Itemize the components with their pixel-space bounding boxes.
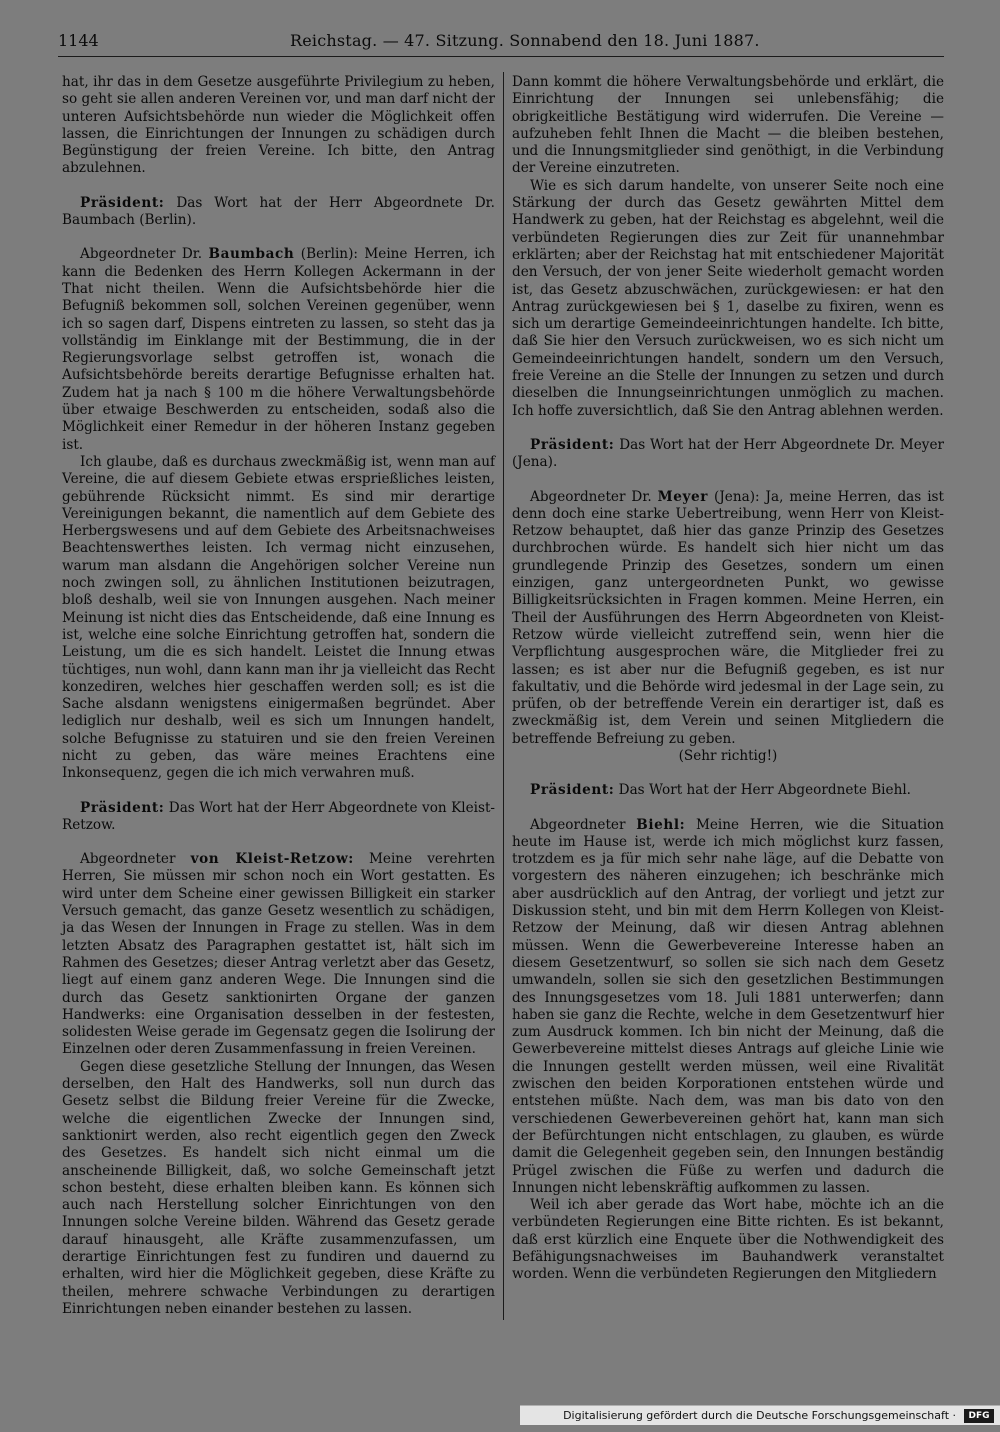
continued-paragraph: Dann kommt die höhere Verwaltungsbehörde und erklärt, die Einrichtung der Innungen sei unlebensfähig; die obrigkeitliche Bestätigung wird widerrufen. Die Vereine — aufzuheben fehlt Ihnen die Macht — die bleiben bestehen, und die Innungsmitglieder sind genöthigt, in die Verbindung der Vereine einzutreten. (512, 74, 944, 177)
speaker-name: Präsident: (530, 782, 615, 799)
page-number: 1144 (58, 31, 99, 50)
paragraph-gap (62, 178, 495, 195)
speaker-prefix: Abgeordneter (530, 816, 626, 833)
speech-paragraph (512, 782, 944, 799)
paragraph-gap (512, 765, 944, 782)
speaker-prefix: Abgeordneter Dr. (80, 246, 203, 263)
speech-paragraph (62, 195, 495, 230)
paragraph-gap (62, 229, 495, 246)
right-column (512, 74, 944, 1284)
speaker-name: Baumbach (208, 246, 295, 263)
speech-text: Meine Herren, wie die Situation heute im Hause ist, werde ich mich möglichst kurz fassen, trotzdem es ja für mich sehr nahe läge, auf die Debatte von vorgestern des näheren einzugehen; ich beschränke mich aber ausdrücklich auf den Antrag, der vorliegt und jetzt zur Diskussion steht, und bin mit dem Herrn Kollegen von Kleist-Retzow der Meinung, daß wir diesen Antrag ablehnen müssen. Wenn die Gewerbevereine Interesse haben an diesem Gesetzentwurf, so sollen sie sich nach dem Gesetz umwandeln, sollen sie sich den gesetzlichen Bestimmungen des Innungsgesetzes vom 18. Juli 1881 unterwerfen; dann haben sie ganz die Rechte, welche in dem Gesetzentwurf hier zum Ausdruck kommen. Ich bin nicht der Meinung, daß die Gewerbevereine mittelst dieses Antrags auf gleiche Linie wie die Innungen gestellt werden müssen, weil eine Rivalität zwischen den beiden Korporationen entstehen würde und entstehen müßte. Nach dem, was man bis dato von den verschiedenen Gewerbevereinen gehört hat, kann man sich der Befürchtungen nicht entschlagen, zu glauben, es würde damit die Gelegenheit gegeben sein, den Innungen beständig Prügel zwischen die Füße zu werfen und dadurch die Innungen nicht lebenskräftig aufkommen zu lassen. (512, 816, 944, 1196)
paragraph-gap (512, 800, 944, 817)
header-rule (58, 56, 944, 57)
speech-text: (Jena): Ja, meine Herren, das ist denn doch eine starke Uebertreibung, wenn Herr von Kleist-Retzow behauptet, daß hier das ganze Prinzip des Gesetzes durchbrochen würde. Es handelt sich hier nicht um das grundlegende Prinzip des Gesetzes, sondern um einen einzigen, ganz untergeordneten Punkt, wo gewisse Billigkeitsrücksichten in Fragen kommen. Meine Herren, ein Theil der Ausführungen des Herrn Abgeordneten von Kleist-Retzow würde vielleicht zutreffend sein, wenn hier die Verpflichtung ausgesprochen wäre, die Mitglieder frei zu lassen; es ist aber nur die Befugniß gegeben, es ist nur fakultativ, und die Behörde wird jedesmal in der Lage sein, zu prüfen, ob der betreffende Verein ein derartiger ist, daß es zweckmäßig ist, dem Verein und seinen Mitgliedern die betreffende Befreiung zu geben. (512, 488, 944, 747)
speaker-name: Präsident: (530, 436, 615, 453)
speech-text: Meine verehrten Herren, Sie müssen mir schon noch ein Wort gestatten. Es wird unter dem Scheine einer gewissen Billigkeit ein starker Versuch gemacht, das ganze Gesetz wesentlich zu schädigen, ja das Wesen der Innungen in Frage zu stellen. Was in dem letzten Absatz des Paragraphen gestattet ist, hält sich im Rahmen des Gesetzes; dieser Antrag verletzt aber das Gesetz, liegt auf einem ganz anderen Wege. Die Innungen sind die durch das Gesetz sanktionirten Organe der ganzen Handwerks: eine Organisation desselben in der festesten, solidesten Weise gerade im Gegensatz gegen die Isolirung der Einzelnen oder deren Zusammenfassung in freien Vereinen. (62, 851, 496, 1058)
speech-paragraph (62, 851, 495, 1059)
speaker-name: Biehl: (636, 816, 686, 833)
interjection: (Sehr richtig!) (678, 747, 778, 764)
paragraph: Ich glaube, daß es durchaus zweckmäßig ist, wenn man auf Vereine, die auf diesem Gebiete etwas ersprießliches leisten, gebührende Rücksicht nimmt. Es sind mir derartige Vereinigungen bekannt, die namentlich auf dem Gebiete des Herbergswesens und auf dem Gebiete des Arbeitsnachweises Beachtenswerthes leisten. Ich vermag nicht einzusehen, warum man alsdann die Angehörigen solcher Vereine nun noch zwingen soll, zu ähnlichen Institutionen beizutragen, bloß deshalb, weil sie von Innungen ausgehen. Nach meiner Meinung ist nicht dies das Entscheidende, daß eine Innung es ist, welche eine solche Einrichtung getroffen hat, sondern die Leistung, um die es sich handelt. Leistet die Innung etwas tüchtiges, nun wohl, dann kann man ihr ja vielleicht das Recht konzediren, welches hier geschaffen werden soll; es ist die Sache alsdann wenigstens einigermaßen begründet. Aber lediglich nur deshalb, weil es sich um Innungen handelt, solche Befugnisse zu statuiren und sie den freien Vereinen nicht zu geben, das wäre meines Erachtens eine Inkonsequenz, gegen die ich mich verwahren muß. (62, 453, 495, 782)
column-divider (503, 72, 504, 1320)
paragraph: Weil ich aber gerade das Wort habe, möchte ich an die verbündeten Regierungen eine Bitte richten. Es ist bekannt, daß erst kürzlich eine Enquete über die Nothwendigkeit des Befähigungsnachweises im Bauhandwerk veranstaltet worden. Wenn die verbündeten Regierungen den Mitgliedern (512, 1197, 944, 1283)
paragraph-gap (512, 420, 944, 437)
speech-text: Das Wort hat der Herr Abgeordnete Biehl. (618, 782, 911, 799)
paragraph-gap (62, 783, 495, 800)
running-header (58, 28, 938, 54)
speech-paragraph (62, 246, 495, 454)
left-column (62, 74, 495, 1318)
footer-text: Digitalisierung gefördert durch die Deutsche Forschungsgemeinschaft · (563, 1409, 956, 1422)
speaker-name: von Kleist-Retzow: (190, 851, 354, 868)
digitization-footer (520, 1405, 1000, 1425)
speaker-prefix: Abgeordneter (80, 851, 176, 868)
speech-paragraph (62, 800, 495, 835)
continued-paragraph: hat, ihr das in dem Gesetze ausgeführte Privilegium zu heben, so geht sie allen anderen Vereinen vor, und man darf nicht der unteren Aufsichtsbehörde nun wieder die Möglichkeit offen lassen, die Einrichtungen der Innungen zu schädigen durch Begünstigung der freien Vereine. Ich bitte, den Antrag abzulehnen. (62, 74, 495, 177)
speaker-name: Präsident: (80, 799, 165, 816)
speaker-prefix: Abgeordneter Dr. (530, 488, 652, 505)
speech-text: Das Wort hat der Herr Abgeordnete von Kleist-Retzow. (62, 799, 496, 833)
paragraph: Gegen diese gesetzliche Stellung der Innungen, das Wesen derselben, den Halt des Handwerks, soll nun durch das Gesetz selbst die Bildung freier Vereine für die Zwecke, welche die eigentlichen Zwecke der Innungen sind, sanktionirt werden, also recht eigentlich gegen den Zweck des Gesetzes. Es handelt sich nicht einmal um die anscheinende Billigkeit, daß, wo solche Gemeinschaft jetzt schon besteht, diese erhalten bleiben kann. Es können sich auch nach Herstellung solcher Einrichtungen von den Innungen solche Vereine bilden. Während das Gesetz gerade darauf hinausgeht, alle Kräfte zusammenzufassen, um derartige Einrichtungen fest zu fundiren und dauernd zu erhalten, wird hier die Möglichkeit gegeben, diese Kräfte zu theilen, mehrere schwache Verbindungen zu derartigen Einrichtungen neben einander bestehen zu lassen. (62, 1058, 495, 1317)
speech-text: Das Wort hat der Herr Abgeordnete Dr. Baumbach (Berlin). (62, 194, 495, 229)
speech-text: Das Wort hat der Herr Abgeordnete Dr. Meyer (Jena). (512, 436, 944, 471)
paragraph-gap (62, 834, 495, 851)
paragraph: Wie es sich darum handelte, von unserer Seite noch eine Stärkung der durch das Gesetz gewährten Mittel dem Handwerk zu geben, hat der Reichstag es abgelehnt, weil die verbündeten Regierungen dies zur Zeit für unannehmbar erklärten; aber der Reichstag hat mit entschiedener Majorität den Versuch, der von jener Seite wiederholt gemacht worden ist, das Gesetz abzuschwächen, zurückgewiesen: er hat den Antrag zurückgewiesen bei § 1, daselbe zu fixiren, wenn es sich um derartige Gemeindeeinrichtungen handelte. Ich bitte, daß Sie hier den Versuch zurückweisen, wo es sich nicht um Gemeindeeinrichtungen handelt, sondern um den Versuch, freie Vereine an die Stelle der Innungen zu setzen und durch dieselben die Innungseinrichtungen unmöglich zu machen. Ich hoffe zuversichtlich, daß Sie den Antrag ablehnen werden. (512, 177, 944, 419)
dfg-logo: DFG (964, 1409, 994, 1423)
speech-paragraph (512, 489, 944, 748)
speaker-name: Präsident: (80, 194, 165, 211)
running-title: Reichstag. — 47. Sitzung. Sonnabend den 18. Juni 1887. (290, 31, 760, 50)
speech-paragraph (512, 817, 944, 1198)
speech-paragraph (512, 437, 944, 472)
paragraph-gap (512, 472, 944, 489)
speaker-name: Meyer (657, 488, 709, 505)
speech-text: (Berlin): Meine Herren, ich kann die Bedenken des Herrn Kollegen Ackermann in der That nicht theilen. Wenn die Aufsichtsbehörde hier die Befugniß bekommen soll, solchen Vereinen gegenüber, wenn ich so sagen darf, Dispens eintreten zu lassen, so steht das ja vollständig im Einklange mit der Bestimmung, die in der Regierungsvorlage selbst getroffen ist, wonach die Aufsichtsbehörde bereits derartige Befugnisse erhalten hat. Zudem hat ja nach § 100 m die höhere Verwaltungsbehörde über etwaige Beschwerden zu entscheiden, sodaß also die Möglichkeit einer Remedur in der höheren Instanz gegeben ist. (62, 246, 496, 453)
